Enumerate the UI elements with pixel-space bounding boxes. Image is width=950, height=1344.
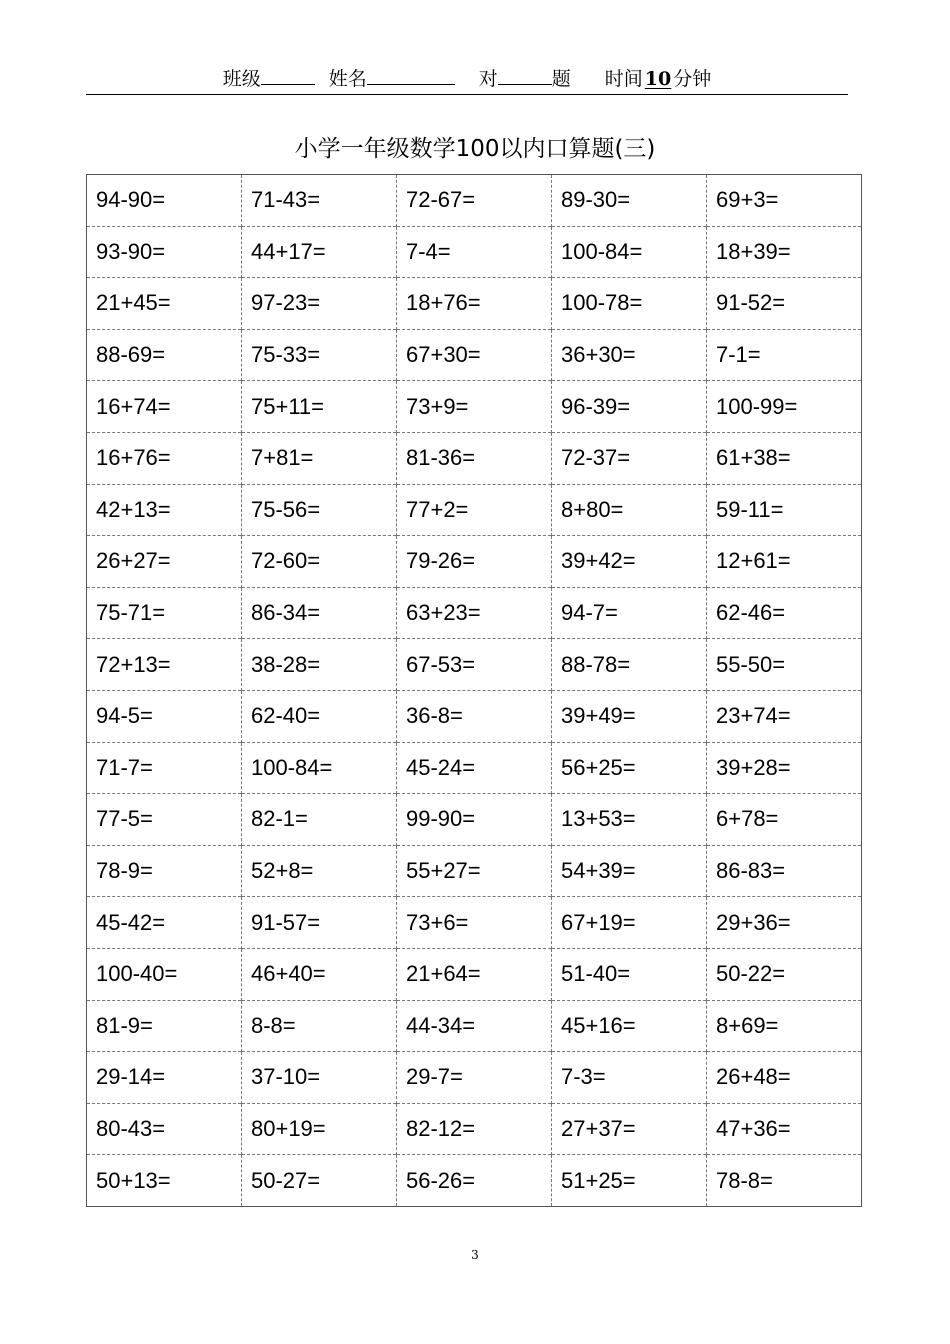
problem-cell: 100-99= — [707, 381, 862, 433]
problem-cell: 75-71= — [87, 587, 242, 639]
problem-row — [87, 587, 862, 639]
worksheet-header — [86, 62, 848, 95]
problem-cell: 45-42= — [87, 897, 242, 949]
problem-cell: 51-40= — [552, 948, 707, 1000]
problem-cell: 100-84= — [242, 742, 397, 794]
problem-cell: 75+11= — [242, 381, 397, 433]
problem-cell: 29-7= — [397, 1052, 552, 1104]
problem-cell: 29+36= — [707, 897, 862, 949]
problem-cell: 86-83= — [707, 845, 862, 897]
problem-cell: 91-57= — [242, 897, 397, 949]
problem-cell: 45+16= — [552, 1000, 707, 1052]
problem-cell: 63+23= — [397, 587, 552, 639]
problem-cell: 27+37= — [552, 1103, 707, 1155]
problem-cell: 39+28= — [707, 742, 862, 794]
problem-row — [87, 175, 862, 227]
name-label: 姓名 — [328, 68, 367, 90]
problem-row — [87, 897, 862, 949]
problem-cell: 91-52= — [707, 278, 862, 330]
problem-cell: 21+64= — [397, 948, 552, 1000]
problem-row — [87, 278, 862, 330]
class-blank[interactable] — [261, 62, 315, 85]
problem-cell: 47+36= — [707, 1103, 862, 1155]
name-blank[interactable] — [367, 62, 455, 85]
page-number: 3 — [471, 1248, 479, 1262]
problem-cell: 94-90= — [96, 187, 166, 213]
problem-grid — [86, 174, 862, 1207]
problem-cell: 26+27= — [87, 536, 242, 588]
problem-cell: 86-34= — [242, 587, 397, 639]
problem-cell: 78-9= — [87, 845, 242, 897]
problem-cell: 100-78= — [552, 278, 707, 330]
problem-cell: 100-84= — [552, 226, 707, 278]
problem-cell: 81-9= — [87, 1000, 242, 1052]
problem-cell: 44-34= — [397, 1000, 552, 1052]
problem-cell: 94-5= — [87, 690, 242, 742]
problem-cell: 77+2= — [397, 484, 552, 536]
problem-cell: 45-24= — [397, 742, 552, 794]
problem-cell: 16+76= — [87, 432, 242, 484]
problem-row — [87, 1052, 862, 1104]
problem-row — [87, 536, 862, 588]
problem-row — [87, 1000, 862, 1052]
problem-cell: 56+25= — [552, 742, 707, 794]
problem-cell: 46+40= — [242, 948, 397, 1000]
problem-cell: 13+53= — [552, 794, 707, 846]
problem-cell: 12+61= — [707, 536, 862, 588]
problem-cell: 42+13= — [87, 484, 242, 536]
problem-cell: 61+38= — [707, 432, 862, 484]
problem-cell: 100-40= — [87, 948, 242, 1000]
problem-cell: 55+27= — [397, 845, 552, 897]
problem-cell: 44+17= — [242, 226, 397, 278]
time-unit: 分钟 — [673, 68, 712, 90]
problem-cell: 78-8= — [707, 1155, 862, 1207]
problem-cell: 75-33= — [242, 329, 397, 381]
problem-cell: 62-46= — [707, 587, 862, 639]
problem-cell: 73+9= — [397, 381, 552, 433]
problem-cell: 37-10= — [242, 1052, 397, 1104]
problem-cell: 71-43= — [242, 175, 397, 227]
problem-cell: 36+30= — [552, 329, 707, 381]
problem-cell: 54+39= — [552, 845, 707, 897]
problem-cell: 18+39= — [707, 226, 862, 278]
problem-row — [87, 690, 862, 742]
problem-cell: 82-12= — [397, 1103, 552, 1155]
problem-cell: 67+19= — [552, 897, 707, 949]
problem-cell: 55-50= — [707, 639, 862, 691]
problem-cell: 93-90= — [87, 226, 242, 278]
problem-row — [87, 794, 862, 846]
problem-cell: 51+25= — [552, 1155, 707, 1207]
problem-cell: 97-23= — [242, 278, 397, 330]
problem-cell: 23+74= — [707, 690, 862, 742]
problem-cell: 88-69= — [87, 329, 242, 381]
problem-row — [87, 742, 862, 794]
problem-cell: 72-60= — [242, 536, 397, 588]
problem-row — [87, 484, 862, 536]
worksheet-title: 小学一年级数学100以内口算题(三) — [294, 136, 656, 162]
problem-cell: 99-90= — [397, 794, 552, 846]
correct-count-blank[interactable] — [498, 62, 552, 85]
time-label: 时间 — [604, 68, 643, 90]
problem-cell: 94-7= — [552, 587, 707, 639]
problem-cell: 7+81= — [242, 432, 397, 484]
problem-row — [87, 381, 862, 433]
problem-cell: 36-8= — [397, 690, 552, 742]
problem-row — [87, 329, 862, 381]
problem-cell: 73+6= — [397, 897, 552, 949]
problem-cell: 89-30= — [552, 175, 707, 227]
problem-cell: 96-39= — [552, 381, 707, 433]
problem-cell: 72+13= — [87, 639, 242, 691]
problem-cell: 8+80= — [552, 484, 707, 536]
problem-row — [87, 1103, 862, 1155]
problem-cell: 88-78= — [552, 639, 707, 691]
problem-cell: 8+69= — [707, 1000, 862, 1052]
problem-cell: 80-43= — [87, 1103, 242, 1155]
problem-cell: 50-27= — [242, 1155, 397, 1207]
problem-row — [87, 639, 862, 691]
problem-cell: 52+8= — [242, 845, 397, 897]
problem-cell: 6+78= — [707, 794, 862, 846]
problem-cell: 21+45= — [87, 278, 242, 330]
problem-cell: 71-7= — [87, 742, 242, 794]
problem-cell: 82-1= — [242, 794, 397, 846]
problem-cell: 81-36= — [397, 432, 552, 484]
problem-cell: 79-26= — [397, 536, 552, 588]
problem-cell: 26+48= — [707, 1052, 862, 1104]
problem-cell: 8-8= — [242, 1000, 397, 1052]
problem-cell: 56-26= — [397, 1155, 552, 1207]
problem-cell: 39+42= — [552, 536, 707, 588]
problem-cell: 50-22= — [707, 948, 862, 1000]
problem-cell: 69+3= — [707, 175, 862, 227]
problem-cell: 16+74= — [87, 381, 242, 433]
problem-cell: 7-3= — [552, 1052, 707, 1104]
problem-row — [87, 226, 862, 278]
problem-cell: 7-4= — [397, 226, 552, 278]
class-label: 班级 — [222, 68, 261, 90]
problem-row — [87, 1155, 862, 1207]
time-value: 10 — [644, 68, 672, 90]
problem-cell: 39+49= — [552, 690, 707, 742]
problem-cell: 50+13= — [87, 1155, 242, 1207]
problem-cell: 7-1= — [707, 329, 862, 381]
problem-row — [87, 432, 862, 484]
problem-cell: 80+19= — [242, 1103, 397, 1155]
problem-cell: 29-14= — [87, 1052, 242, 1104]
problem-cell: 77-5= — [87, 794, 242, 846]
problem-row — [87, 948, 862, 1000]
problem-cell: 75-56= — [242, 484, 397, 536]
problem-row — [87, 845, 862, 897]
problem-cell: 72-67= — [397, 175, 552, 227]
problem-cell: 67+30= — [397, 329, 552, 381]
problem-cell: 59-11= — [707, 484, 862, 536]
problem-cell: 62-40= — [242, 690, 397, 742]
question-label: 题 — [551, 68, 571, 90]
problem-cell: 67-53= — [397, 639, 552, 691]
correct-label: 对 — [478, 68, 498, 90]
problem-cell: 38-28= — [242, 639, 397, 691]
problem-cell: 72-37= — [552, 432, 707, 484]
problem-cell: 18+76= — [397, 278, 552, 330]
